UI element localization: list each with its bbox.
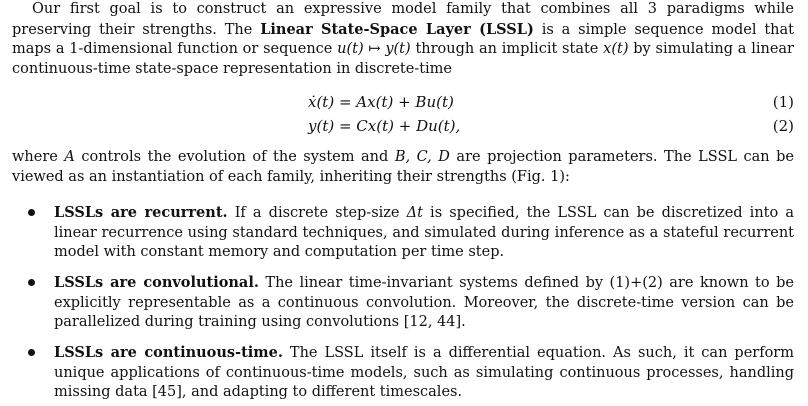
equation-2 bbox=[0, 115, 808, 137]
list-item-body-a: If a discrete step-size bbox=[227, 205, 407, 221]
list-item-convolutional bbox=[12, 273, 794, 333]
intro-paragraph bbox=[12, 0, 794, 79]
lssl-term: Linear State-Space Layer (LSSL) bbox=[260, 20, 534, 38]
bullet-dot-icon bbox=[28, 209, 35, 216]
equation-2-body: y(t) = Cx(t) + Du(t), bbox=[308, 117, 461, 135]
bullet-dot-icon bbox=[28, 349, 35, 356]
followup-paragraph bbox=[12, 148, 794, 187]
intro-text-a: Our first goal is to construct an expressive model family that combines all 3 paradigms while preserving their strengths. The bbox=[12, 1, 794, 38]
list-item-recurrent bbox=[12, 203, 794, 263]
list-item-body-b: is specified, the LSSL can be discretized into a linear recurrence using standard techniques, and simulated during inference as a stateful recurrent model with constant memory and computation per time step. bbox=[54, 205, 794, 260]
list-item-text bbox=[54, 203, 794, 263]
list-item-lead: LSSLs are recurrent. bbox=[54, 204, 228, 221]
followup-text-c: are projection parameters. The LSSL can be viewed as an instantiation of each family, inheriting their strengths (Fig. 1): bbox=[12, 149, 794, 185]
list-item-text bbox=[54, 343, 794, 403]
math-x-state: x(t) bbox=[603, 41, 629, 57]
equation-2-number: (2) bbox=[772, 117, 794, 135]
list-item-lead: LSSLs are continuous-time. bbox=[54, 344, 283, 361]
followup-text-a: where bbox=[12, 149, 65, 165]
list-item-lead: LSSLs are convolutional. bbox=[54, 274, 259, 291]
math-A: A bbox=[64, 149, 75, 165]
equation-1-body: ẋ(t) = Ax(t) + Bu(t) bbox=[308, 93, 454, 111]
list-item-body-a: The linear time-invariant systems defined by (1)+(2) are known to be explicitly representable as a continuous convolution. Moreover, the discrete-time version can be parallelized during training using convolutions [12, 44]. bbox=[54, 275, 794, 330]
math-u-to-y: u(t) ↦ y(t) bbox=[337, 41, 411, 57]
math-delta-t: Δt bbox=[406, 205, 423, 221]
intro-text-c: through an implicit state bbox=[410, 41, 604, 57]
intro-text-d: by simulating a linear continuous-time state-space representation in discrete-time bbox=[12, 41, 794, 77]
followup-text-b: controls the evolution of the system and bbox=[74, 149, 395, 165]
list-item-body-a: The LSSL itself is a differential equation. As such, it can perform unique applications of continuous-time models, such as simulating continuous processes, handling missing data [45], and adapting to different timescales. bbox=[54, 345, 794, 400]
equation-1 bbox=[0, 91, 808, 113]
intro-text-b: is a simple sequence model that maps a 1-dimensional function or sequence bbox=[12, 21, 794, 57]
list-item-continuous-time bbox=[12, 343, 794, 403]
bullet-dot-icon bbox=[28, 279, 35, 286]
math-BCD: B, C, D bbox=[394, 149, 450, 165]
equation-1-number: (1) bbox=[772, 93, 794, 111]
list-item-text bbox=[54, 273, 794, 333]
